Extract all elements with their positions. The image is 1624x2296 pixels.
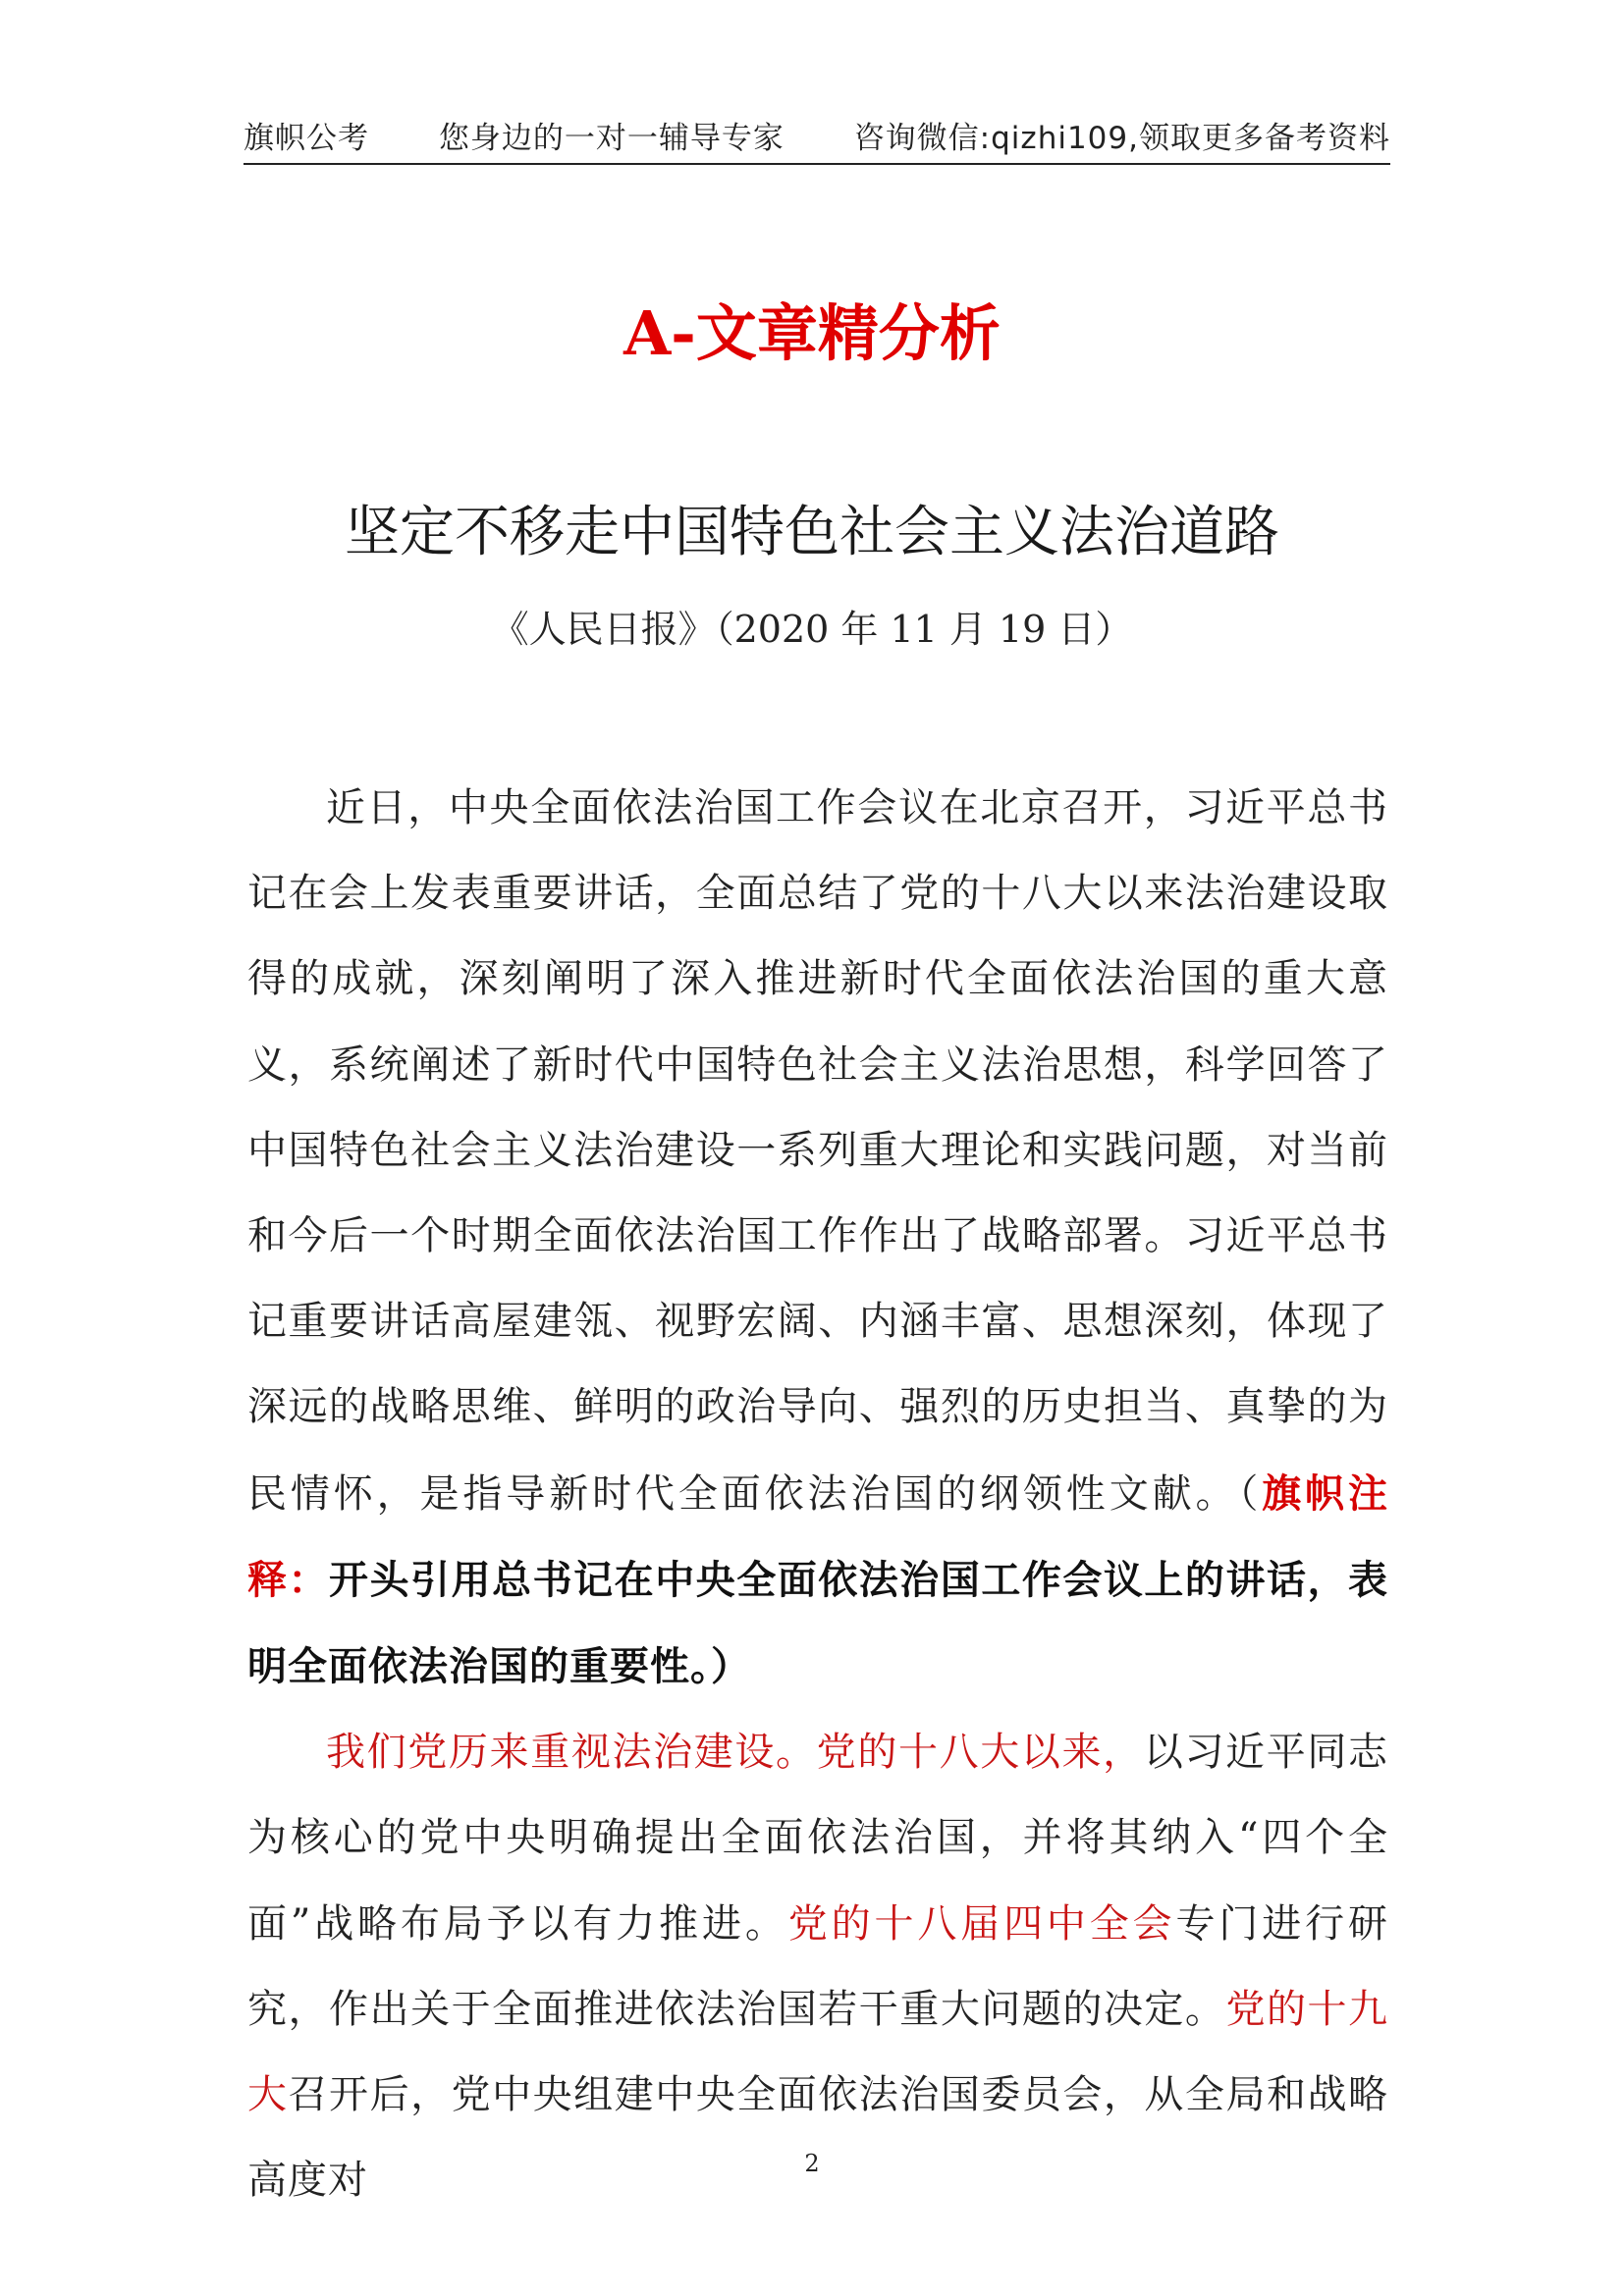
paragraph-2 [247,1710,1388,2223]
paragraph-1-text: 近日，中央全面依法治国工作会议在北京召开，习近平总书记在会上发表重要讲话，全面总结了党的十八大以来法治建设取得的成就，深刻阐明了深入推进新时代全面依法治国的重大意义，系统阐述了新时代中国特色社会主义法治思想，科学回答了中国特色社会主义法治建设一系列重大理论和实践问题，对当前和今后一个时期全面依法治国工作作出了战略部署。习近平总书记重要讲话高屋建瓴、视野宏阔、内涵丰富、思想深刻，体现了深远的战略思维、鲜明的政治导向、强烈的历史担当、真挚的为民情怀，是指导新时代全面依法治国的纲领性文献。（ [247,785,1388,1517]
article-body [247,766,1388,2223]
note-label: 旗帜注释： [247,1469,1389,1603]
note-text: 开头引用总书记在中央全面依法治国工作会议上的讲话，表明全面依法治国的重要性。） [247,1556,1389,1690]
paragraph-2-text-1: 以习近平同志为核心的党中央明确提出全面依法治国，并将其纳入“四个全面”战略布局予以有力推进。 [247,1730,1389,1947]
header-divider [244,163,1390,165]
section-title: A-文章精分析 [623,297,1001,369]
highlight-2: 党的十八届四中全会 [787,1900,1176,1947]
page-header [244,116,1390,163]
paragraph-1 [247,766,1388,1710]
header-contact: 咨询微信:qizhi109,领取更多备考资料 [853,121,1390,156]
paragraph-2-text-3: 召开后，党中央组建中央全面依法治国委员会，从全局和战略高度对 [247,2072,1389,2204]
paragraph-2-text-2: 专门进行研究，作出关于全面推进依法治国若干重大问题的决定。 [247,1900,1389,2032]
article-source: 《人民日报》（2020 年 11 月 19 日） [491,608,1133,651]
highlight-3: 党的十九大 [247,1986,1389,2118]
page-number: 2 [804,2150,820,2177]
highlight-1: 我们党历来重视法治建设。党的十八大以来， [326,1730,1144,1776]
article-title: 坚定不移走中国特色社会主义法治道路 [345,501,1279,564]
header-slogan: 您身边的一对一辅导专家 [438,121,785,156]
header-brand: 旗帜公考 [244,121,369,156]
